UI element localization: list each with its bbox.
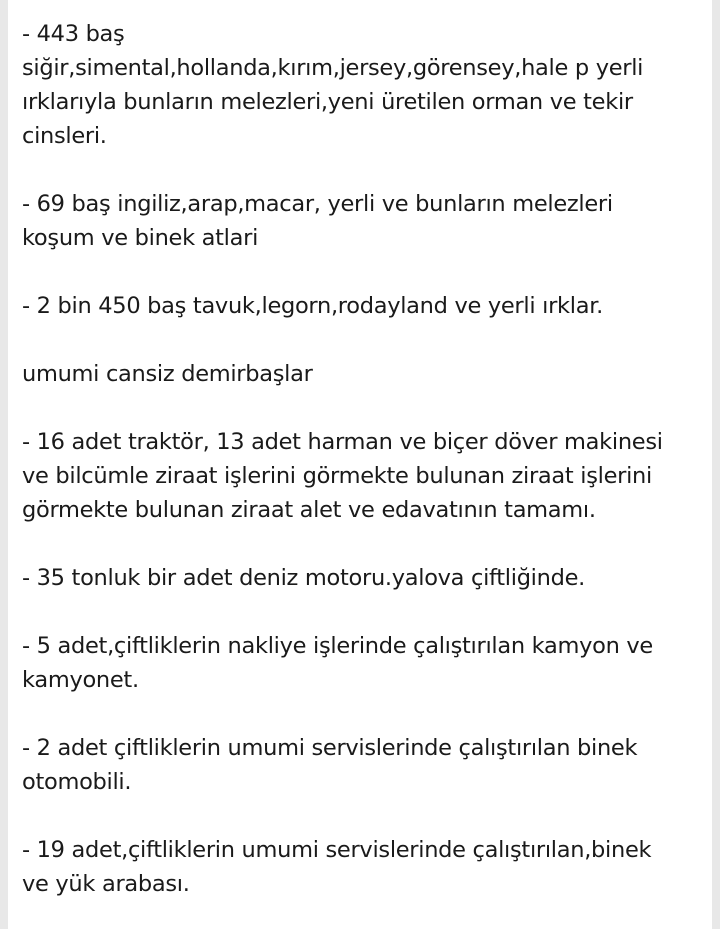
right-margin bbox=[712, 0, 720, 929]
paragraph-tractors: - 16 adet traktör, 13 adet harman ve biçer döver makinesi ve bilcümle ziraat işlerini görmekte bulunan ziraat işlerini görmekte bulunan ziraat alet ve edavatının tamamı. bbox=[22, 429, 663, 523]
paragraph-automobiles: - 2 adet çiftliklerin umumi servislerinde çalıştırılan binek otomobili. bbox=[22, 735, 638, 795]
paragraph-cattle: - 443 baş siğir,simental,hollanda,kırım,jersey,görensey,hale p yerli ırklarıyla bunların melezleri,yeni üretilen orman ve tekir cinsleri. bbox=[22, 21, 644, 149]
paragraph-trucks: - 5 adet,çiftliklerin nakliye işlerinde çalıştırılan kamyon ve kamyonet. bbox=[22, 633, 653, 693]
paragraph-horses: - 69 baş ingiliz,arap,macar, yerli ve bunların melezleri koşum ve binek atlari bbox=[22, 191, 613, 251]
paragraph-sea-motor: - 35 tonluk bir adet deniz motoru.yalova çiftliğinde. bbox=[22, 565, 585, 591]
paragraph-chickens: - 2 bin 450 baş tavuk,legorn,rodayland ve yerli ırklar. bbox=[22, 293, 603, 319]
section-heading: umumi cansiz demirbaşlar bbox=[22, 361, 313, 387]
document-text bbox=[22, 17, 707, 935]
paragraph-wagons: - 19 adet,çiftliklerin umumi servislerinde çalıştırılan,binek ve yük arabası. bbox=[22, 837, 652, 897]
left-margin bbox=[0, 0, 8, 929]
